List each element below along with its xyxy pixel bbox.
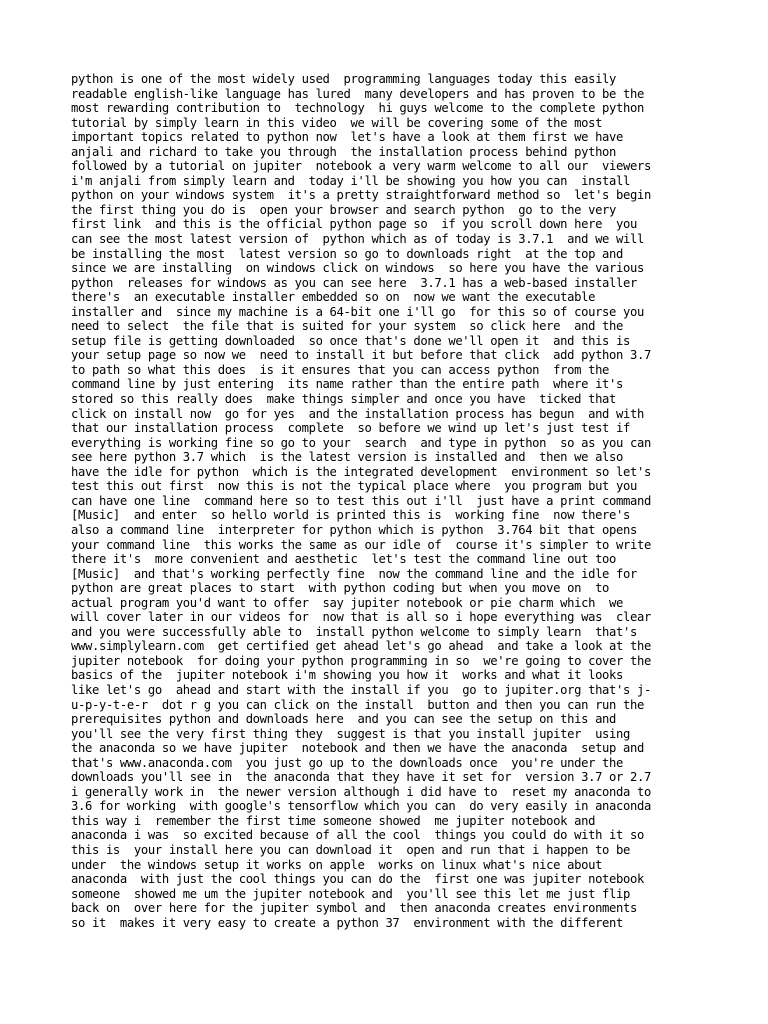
text-line: have the idle for python which is the integrated development environment so let's (71, 464, 651, 479)
text-line: so it makes it very easy to create a python 37 environment with the different (71, 915, 624, 930)
text-line: www.simplylearn.com get certified get ahead let's go ahead and take a look at the (71, 639, 651, 654)
text-line: anjali and richard to take you through the installation process behind python (71, 144, 617, 159)
text-line: [Music] and enter so hello world is printed this is working fine now there's (71, 508, 631, 523)
text-line: jupiter notebook for doing your python programming in so we're going to cover the (71, 653, 651, 668)
text-line: important topics related to python now let's have a look at them first we have (71, 130, 624, 145)
text-line: installer and since my machine is a 64-bit one i'll go for this so of course you (71, 304, 644, 319)
text-line: also a command line interpreter for python which is python 3.764 bit that opens (71, 522, 637, 537)
text-line: this is your install here you can download it open and run that i happen to be (71, 842, 631, 857)
text-line: basics of the jupiter notebook i'm showing you how it works and what it looks (71, 668, 624, 683)
text-line: there's an executable installer embedded so on now we want the executable (71, 290, 596, 305)
text-line: 3.6 for working with google's tensorflow which you can do very easily in anaconda (71, 799, 651, 814)
text-line: there it's more convenient and aesthetic let's test the command line out too (71, 552, 617, 567)
text-line: tutorial by simply learn in this video we will be covering some of the most (71, 115, 603, 130)
text-line: setup file is getting downloaded so once that's done we'll open it and this is (71, 333, 631, 348)
text-line: test this out first now this is not the typical place where you program but you (71, 479, 637, 494)
text-line: i'm anjali from simply learn and today i'll be showing you how you can install (71, 173, 631, 188)
text-line: i generally work in the newer version although i did have to reset my anaconda to (71, 784, 651, 799)
text-line: to path so what this does is it ensures that you can access python from the (71, 362, 610, 377)
text-line: anaconda with just the cool things you can do the first one was jupiter notebook (71, 872, 644, 887)
text-line: followed by a tutorial on jupiter notebook a very warm welcome to all our viewers (71, 159, 651, 174)
text-line: prerequisites python and downloads here and you can see the setup on this and (71, 712, 617, 727)
text-line: first link and this is the official python page so if you scroll down here you (71, 217, 637, 232)
text-line: most rewarding contribution to technology hi guys welcome to the complete python (71, 101, 644, 116)
text-line: stored so this really does make things simpler and once you have ticked that (71, 392, 617, 407)
text-line: you'll see the very first thing they suggest is that you install jupiter using (71, 726, 631, 741)
transcript-text (71, 72, 711, 930)
text-line: see here python 3.7 which is the latest version is installed and then we also (71, 450, 624, 465)
text-line: back on over here for the jupiter symbol and then anaconda creates environments (71, 901, 637, 916)
text-line: python releases for windows as you can see here 3.7.1 has a web-based installer (71, 275, 637, 290)
text-line: your command line this works the same as our idle of course it's simpler to write (71, 537, 651, 552)
text-line: actual program you'd want to offer say jupiter notebook or pie charm which we (71, 595, 624, 610)
text-line: command line by just entering its name rather than the entire path where it's (71, 377, 624, 392)
text-line: python on your windows system it's a pretty straightforward method so let's begin (71, 188, 651, 203)
text-line: anaconda i was so excited because of all the cool things you could do with it so (71, 828, 644, 843)
text-line: downloads you'll see in the anaconda that they have it set for version 3.7 or 2.7 (71, 770, 651, 785)
text-line: python are great places to start with python coding but when you move on to (71, 581, 610, 596)
text-line: that's www.anaconda.com you just go up to the downloads once you're under the (71, 755, 624, 770)
text-line: u-p-y-t-e-r dot r g you can click on the install button and then you can run the (71, 697, 644, 712)
text-line: like let's go ahead and start with the install if you go to jupiter.org that's j- (71, 682, 651, 697)
text-line: since we are installing on windows click on windows so here you have the various (71, 261, 644, 276)
text-line: everything is working fine so go to your search and type in python so as you can (71, 435, 651, 450)
text-line: under the windows setup it works on apple works on linux what's nice about (71, 857, 603, 872)
text-line: someone showed me um the jupiter notebook and you'll see this let me just flip (71, 886, 631, 901)
text-line: click on install now go for yes and the installation process has begun and with (71, 406, 644, 421)
text-line: your setup page so now we need to install it but before that click add python 3.7 (71, 348, 651, 363)
text-line: this way i remember the first time someone showed me jupiter notebook and (71, 813, 596, 828)
text-line: [Music] and that's working perfectly fine now the command line and the idle for (71, 566, 637, 581)
text-line: python is one of the most widely used programming languages today this easily (71, 72, 617, 86)
text-line: can see the most latest version of python which as of today is 3.7.1 and we will (71, 232, 644, 247)
text-line: can have one line command here so to test this out i'll just have a print command (71, 493, 651, 508)
text-line: will cover later in our videos for now that is all so i hope everything was clear (71, 610, 651, 625)
text-line: and you were successfully able to install python welcome to simply learn that's (71, 624, 637, 639)
text-line: the first thing you do is open your browser and search python go to the very (71, 202, 617, 217)
text-line: readable english-like language has lured many developers and has proven to be the (71, 86, 644, 101)
text-line: that our installation process complete so before we wind up let's just test if (71, 421, 631, 436)
text-line: need to select the file that is suited for your system so click here and the (71, 319, 624, 334)
text-line: be installing the most latest version so go to downloads right at the top and (71, 246, 624, 261)
text-line: the anaconda so we have jupiter notebook and then we have the anaconda setup and (71, 741, 644, 756)
